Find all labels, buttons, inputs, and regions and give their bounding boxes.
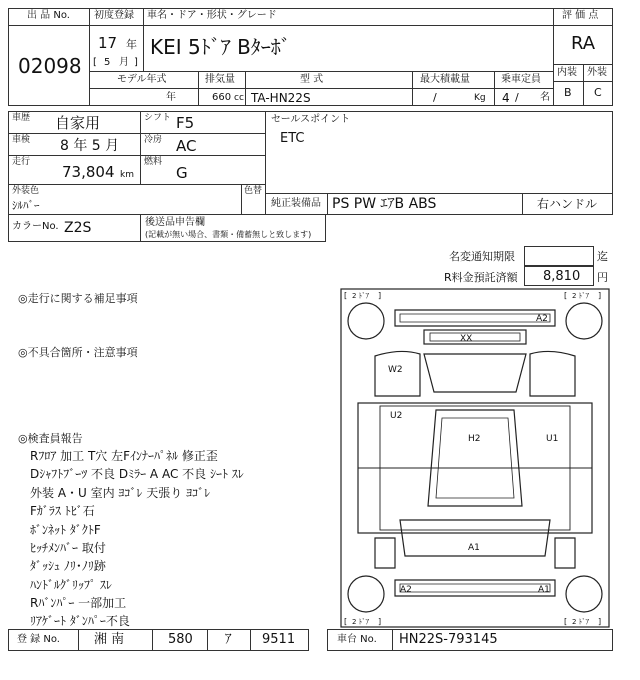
wheel-rear-right bbox=[566, 576, 602, 612]
report-line: Dｼｬﾌﾄﾌﾞｰﾂ 不良 Dﾐﾗｰ A AC 不良 ｼｰﾄ ｽﾚ bbox=[30, 467, 244, 481]
svg-text:]: ] bbox=[598, 291, 602, 300]
color-no-label: カラーNo. bbox=[12, 221, 59, 232]
svg-text:]: ] bbox=[598, 617, 602, 626]
chassis-label: 車台 No. bbox=[337, 634, 377, 645]
sales-point-value: ETC bbox=[280, 131, 305, 146]
mark-grille: XX bbox=[460, 334, 473, 344]
report-line: Rﾊﾞﾝﾊﾟｰ 一部加工 bbox=[30, 596, 127, 610]
reg-month-unit: 月 bbox=[119, 57, 129, 68]
door-tag-top-left bbox=[344, 291, 381, 300]
report-line: ﾎﾞﾝﾈｯﾄ ﾀﾞｸﾄF bbox=[30, 523, 101, 537]
inspection-label: 車検 bbox=[12, 135, 31, 145]
inspector-heading: ◎検査員報告 bbox=[18, 432, 83, 445]
color-change-label: 色替 bbox=[244, 186, 263, 196]
rear-fender-right bbox=[555, 538, 575, 568]
load-label: 最大積載量 bbox=[420, 74, 470, 85]
load-slash: / bbox=[433, 91, 437, 104]
mark-left-door: U2 bbox=[390, 411, 403, 421]
history-value: 自家用 bbox=[55, 114, 101, 132]
exterior-grade: C bbox=[594, 86, 602, 99]
exterior-color-label: 外装色 bbox=[12, 186, 40, 196]
color-box bbox=[8, 184, 266, 215]
wheel-front-right bbox=[566, 303, 602, 339]
plate-label: 登 録 No. bbox=[17, 634, 60, 645]
report-line: ﾀﾞｯｼｭ ﾉﾘ･ﾉﾘ跡 bbox=[30, 559, 106, 573]
front-grille bbox=[424, 330, 526, 344]
mark-roof: H2 bbox=[468, 434, 481, 444]
wheel-rear-left bbox=[348, 576, 384, 612]
mark-rear-bumper-left: A2 bbox=[400, 585, 412, 595]
door-tag-bottom-left bbox=[344, 617, 381, 626]
score-label: 評 価 点 bbox=[562, 10, 599, 21]
model-year-label: モデル年式 bbox=[117, 74, 167, 85]
door-tag-text: 2 ﾄﾞｱ bbox=[352, 292, 370, 300]
hood bbox=[424, 354, 526, 392]
fuel-label: 燃料 bbox=[144, 157, 163, 167]
plate-region: 湘 南 bbox=[94, 632, 125, 647]
vehicle-label: 車名・ドア・形状・グレード bbox=[147, 10, 277, 21]
wheel-front-left bbox=[348, 303, 384, 339]
door-tag-text: 2 ﾄﾞｱ bbox=[352, 618, 370, 626]
reg-year: 17 bbox=[98, 34, 118, 52]
recycle-label: R料金預託済額 bbox=[444, 271, 518, 284]
report-line: Rﾌﾛｱ 加工 T穴 左Fｲﾝﾅｰﾊﾟﾈﾙ 修正歪 bbox=[30, 449, 218, 463]
exterior-label: 外装 bbox=[587, 67, 607, 78]
mileage-value: 73,804 bbox=[62, 163, 115, 181]
report-line: Fｶﾞﾗｽ ﾄﾋﾞ石 bbox=[30, 504, 95, 518]
svg-text:[: [ bbox=[564, 617, 568, 626]
displacement-value: 660 bbox=[212, 92, 232, 103]
fuel-value: G bbox=[176, 164, 188, 182]
front-fender-right bbox=[530, 351, 575, 396]
chassis-value: HN22S-793145 bbox=[399, 632, 498, 647]
shift-label: シフト bbox=[144, 113, 172, 123]
reg-label: 初度登録 bbox=[94, 10, 134, 21]
color-no-value: Z2S bbox=[64, 220, 92, 236]
history-label: 車歴 bbox=[12, 113, 31, 123]
exterior-color-value: ｼﾙﾊﾞｰ bbox=[12, 199, 40, 212]
doc-label: 後送品申告欄 bbox=[145, 217, 205, 228]
defects-heading: ◎不具合箇所・注意事項 bbox=[18, 346, 138, 359]
car-diagram bbox=[340, 288, 610, 628]
mileage-unit: km bbox=[120, 170, 134, 180]
score-value: RA bbox=[571, 33, 596, 54]
svg-text:[: [ bbox=[564, 291, 568, 300]
door-tag-bottom-right bbox=[564, 617, 601, 626]
front-bumper bbox=[395, 310, 555, 326]
mark-rear-gate: A1 bbox=[468, 543, 480, 553]
report-line: ﾘｱｹﾞｰﾄ ﾀﾞﾝﾊﾟｰ不良 bbox=[30, 614, 130, 628]
ac-label: 冷房 bbox=[144, 135, 163, 145]
capacity-slash: / bbox=[515, 91, 519, 104]
reg-month: 5 bbox=[104, 57, 111, 68]
capacity-label: 乗車定員 bbox=[501, 74, 541, 85]
capacity-value: 4 bbox=[502, 91, 510, 105]
displacement-unit: cc bbox=[234, 93, 244, 103]
reg-month-close: ] bbox=[134, 57, 138, 68]
report-line: 外装 A・U 室内 ﾖｺﾞﾚ 天張り ﾖｺﾞﾚ bbox=[30, 486, 211, 500]
rear-bumper bbox=[395, 580, 555, 596]
sales-point-label: セールスポイント bbox=[271, 114, 351, 125]
shift-value: F5 bbox=[176, 114, 195, 132]
type-value: TA-HN22S bbox=[251, 91, 311, 105]
reg-month-open: [ bbox=[93, 57, 97, 68]
doc-note: (記載が無い場合、書類・備蓄無しと致します) bbox=[145, 230, 312, 239]
door-tag-top-right bbox=[564, 291, 601, 300]
svg-text:[: [ bbox=[344, 617, 348, 626]
report-line: ﾋｯﾁﾒﾝﾊﾞｰ 取付 bbox=[30, 541, 106, 555]
inspection-value: 8 年 5 月 bbox=[60, 138, 120, 154]
report-line: ﾊﾝﾄﾞﾙｸﾞﾘｯﾌﾟ ｽﾚ bbox=[30, 578, 112, 592]
recycle-unit: 円 bbox=[597, 271, 608, 284]
equipment-value: PS PW ｴｱB ABS bbox=[332, 196, 437, 212]
interior-label: 内装 bbox=[557, 67, 577, 78]
model-year-unit: 年 bbox=[166, 92, 176, 103]
displacement-label: 排気量 bbox=[205, 74, 235, 85]
reg-year-unit: 年 bbox=[126, 38, 137, 51]
svg-text:]: ] bbox=[378, 617, 382, 626]
car-diagram-svg bbox=[340, 288, 610, 628]
load-unit: Kg bbox=[474, 93, 486, 103]
mark-front-bumper: A2 bbox=[536, 314, 548, 324]
svg-text:]: ] bbox=[378, 291, 382, 300]
plate-number: 9511 bbox=[262, 632, 296, 647]
diagram-frame bbox=[341, 289, 609, 627]
recycle-amount: 8,810 bbox=[543, 269, 581, 284]
deadline-box bbox=[524, 246, 594, 266]
ac-value: AC bbox=[176, 137, 197, 155]
deadline-label: 名変通知期限 bbox=[449, 250, 515, 263]
mileage-label: 走行 bbox=[12, 157, 31, 167]
interior-grade: B bbox=[564, 86, 572, 99]
plate-kana: ｱ bbox=[225, 632, 232, 647]
rear-fender-left bbox=[375, 538, 395, 568]
details-box bbox=[8, 111, 266, 185]
roof bbox=[428, 410, 522, 506]
steering-value: 右ハンドル bbox=[537, 197, 598, 211]
lot-label: 出 品 No. bbox=[27, 10, 70, 21]
capacity-unit: 名 bbox=[540, 92, 550, 103]
door-tag-text: 2 ﾄﾞｱ bbox=[572, 292, 590, 300]
door-tag-text: 2 ﾄﾞｱ bbox=[572, 618, 590, 626]
deadline-unit: 迄 bbox=[597, 250, 608, 263]
lot-number: 02098 bbox=[18, 54, 82, 78]
type-label: 型 式 bbox=[300, 74, 324, 85]
vehicle-name: KEI 5ﾄﾞｱ Bﾀｰﾎﾞ bbox=[150, 35, 291, 59]
supplement-heading: ◎走行に関する補足事項 bbox=[18, 292, 138, 305]
mark-front-fender: W2 bbox=[388, 365, 403, 375]
equipment-label: 純正装備品 bbox=[271, 198, 321, 209]
plate-class: 580 bbox=[168, 632, 193, 647]
mark-rear-bumper-right: A1 bbox=[538, 585, 550, 595]
svg-text:[: [ bbox=[344, 291, 348, 300]
mark-right-door: U1 bbox=[546, 434, 559, 444]
